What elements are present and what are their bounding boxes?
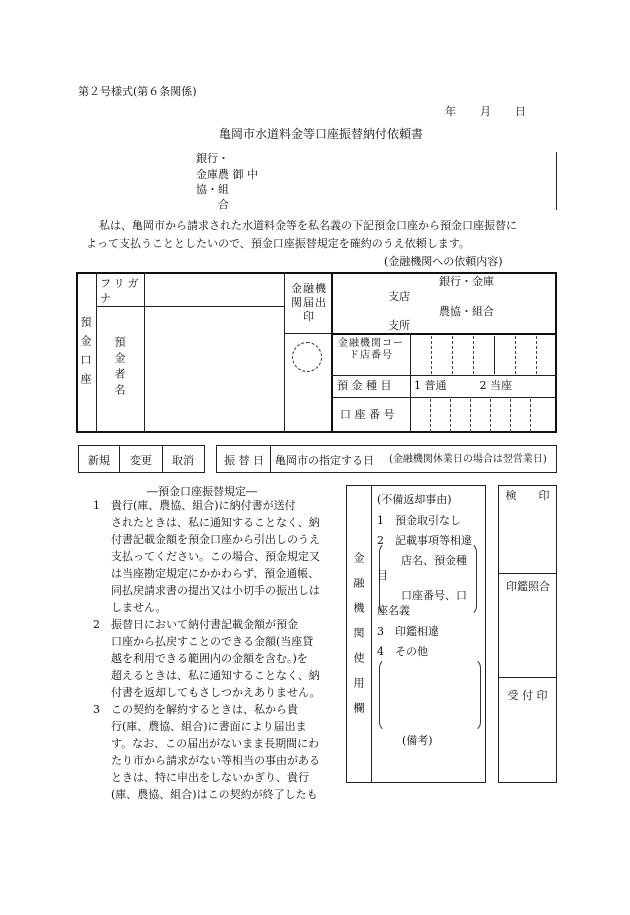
rules-title: ―預金口座振替規定― [147,485,257,498]
rules-line: 1 貴行(庫、農協、組合)に納付書が送付 [93,499,296,512]
reason-2: 2 記載事項等相違 [377,534,472,547]
reason-2-b2: 座名義 [377,604,410,617]
deposit-options: 1 普通 2 当座 [414,379,512,392]
reason-1: 1 預金取引なし [377,514,461,527]
bank-use-vertical-label: 金融機関使用欄 [352,552,365,727]
reason-4: 4 その他 [377,645,428,658]
rules-line: 口座から払戻すことのできる金額(当座貸 [111,635,314,648]
addressee-bracket [556,152,557,210]
rules-line: ときは、特に申出をしないかぎり、貴行 [111,771,309,784]
branch-label-2: 支所 [388,319,410,332]
form-title: 亀岡市水道料金等口座振替納付依頼書 [219,127,424,141]
inspection-stamp-label: 検 印 [505,489,550,502]
rules-line: す。なお、この届出がないまま長期間にわ [111,737,320,750]
rules-line: 支払ってください。この場合、預金規定又 [111,550,320,563]
rules-line: 付書記載金額を預金口座から引出しのうえ [111,533,320,546]
holder-name-label: 預金者名 [113,336,126,400]
rules-line: は当座勘定規定にかかわらず、預金通帳、 [111,567,320,580]
rules-line: (庫、農協、組合)はこの契約が終了したも [111,788,318,801]
rules-line: たり市から請求がない等相当の事由がある [111,754,320,767]
rules-line: 付書を返却してもさしつかえありません。 [111,686,321,699]
rules-line: 行(庫、農協、組合)に書面により届出ま [111,720,307,733]
transfer-day-value: 亀岡市の指定する日 [275,454,374,467]
addressee-line1: 銀行・ [196,152,229,165]
transfer-day-label: 振 替 日 [224,454,264,467]
reason-3: 3 印鑑相違 [377,625,439,638]
branch-label-1: 支店 [388,290,410,303]
reason-2-b1: 口座番号、口 [401,589,467,602]
holiday-note: (金融機関休業日の場合は翌営業日) [389,454,547,465]
status-cancel[interactable]: 取消 [172,454,194,467]
date-year: 年 [445,105,456,118]
rules-line: 同払戻請求書の提出又は小切手の振出しは [111,584,320,597]
other-bracket [379,658,481,732]
request-line1: 私は、亀岡市から請求された水道料金等を私名義の下記預金口座から預金口座振替に [99,219,517,232]
form-number: 第２号様式(第６条関係) [78,85,197,98]
date-day: 日 [515,105,526,118]
rules-line: しません。 [111,601,167,614]
bank-type: 銀行・金庫 [439,275,494,288]
remarks-label: (備考) [402,734,433,747]
seal-circle [292,342,322,372]
rules-line: されたときは、私に通知することなく、納 [111,516,320,529]
bank-code-label: 金融機関コード店番号 [338,338,404,361]
deposit-type-label: 預 金 種 目 [337,379,392,392]
received-stamp-label: 受 付 印 [507,689,548,702]
request-note: (金融機関への依頼内容) [384,255,503,268]
seal-label: 金融機関届出印 [291,282,327,323]
seal-check-label: 印鑑照合 [506,580,550,593]
reason-2-a2: 目 [377,569,388,582]
account-vertical-label: 預金口座 [79,316,92,392]
bank-use-title: (不備返却事由) [377,493,452,506]
reason-2-a1: 店名、預金種 [401,554,467,567]
addressee-line2: 金庫農 御 中 [196,168,258,181]
addressee-line4: 合 [218,198,229,211]
rules-line: 超えるときは、私に通知することなく、納 [111,669,320,682]
rules-line: 2 振替日において納付書記載金額が預金 [93,618,298,631]
coop-type: 農協・組合 [439,305,494,318]
furigana-label: フリガナ [100,277,142,305]
stamp-column [498,485,557,783]
rules-line: 越を利用できる範囲内の金額を含む。)を [111,652,308,665]
status-new[interactable]: 新規 [88,454,110,467]
account-number-label: 口 座 番 号 [340,408,395,421]
addressee-line3: 協・組 [196,183,229,196]
date-month: 月 [480,105,491,118]
rules-line: 3 この契約を解約するときは、私から貴 [93,703,298,716]
request-line2: よって支払うこととしたいので、預金口座振替規定を確約のうえ依頼します。 [86,237,470,250]
status-change[interactable]: 変更 [130,454,152,467]
